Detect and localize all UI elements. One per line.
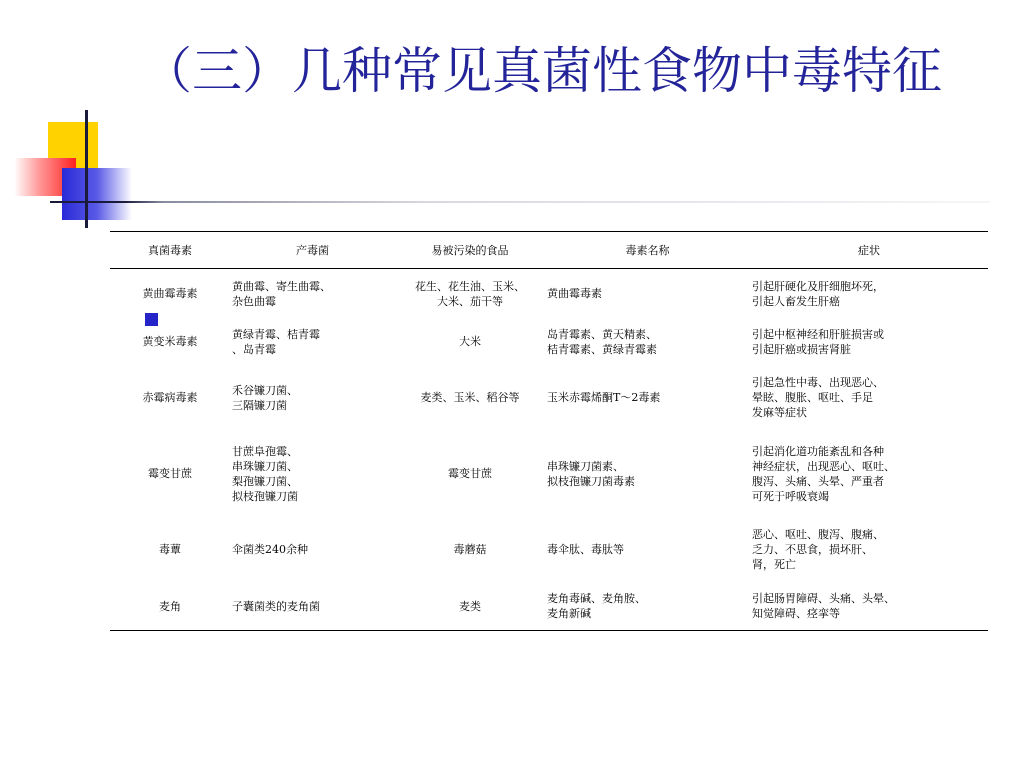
cell-line: 花生、花生油、玉米、 bbox=[415, 279, 525, 293]
table-row bbox=[110, 431, 988, 517]
header-symptom: 症状 bbox=[750, 232, 988, 269]
cell-line: 腹泻、头痛、头晕、严重者 bbox=[752, 474, 884, 488]
cell-line: 禾谷镰刀菌、 bbox=[232, 383, 298, 397]
cell-line: 黄曲霉毒素 bbox=[142, 287, 198, 301]
cell-line: 黄绿青霉、桔青霉 bbox=[232, 327, 320, 341]
cell-toxin-name bbox=[545, 319, 750, 365]
cell-line: 伞菌类240余种 bbox=[232, 543, 308, 556]
cell-line: 杂色曲霉 bbox=[232, 294, 276, 308]
cell-symptom bbox=[750, 583, 988, 631]
cell-line: 甘蔗阜孢霉、 bbox=[232, 444, 298, 458]
cell-line: 拟枝孢镰刀菌毒素 bbox=[547, 474, 635, 488]
cell-line: 赤霉病毒素 bbox=[142, 391, 198, 404]
decor-vertical-line bbox=[85, 110, 88, 228]
cell-line: 大米、茄干等 bbox=[437, 294, 503, 308]
decor-blue-square bbox=[62, 168, 132, 220]
table-row bbox=[110, 319, 988, 365]
cell-line: 麦角毒碱、麦角胺、 bbox=[547, 592, 646, 606]
header-toxin: 真菌毒素 bbox=[110, 232, 230, 269]
slide-title: （三）几种常见真菌性食物中毒特征 bbox=[142, 42, 942, 100]
cell-line: 三隔镰刀菌 bbox=[232, 398, 287, 412]
cell-line: 麦类、玉米、稻谷等 bbox=[420, 391, 520, 404]
cell-line: 恶心、呕吐、腹泻、腹痛、 bbox=[752, 528, 884, 541]
table-row bbox=[110, 365, 988, 431]
table-row bbox=[110, 583, 988, 631]
cell-line: 乏力、不思食，损坏肝、 bbox=[752, 543, 873, 556]
cell-fungi bbox=[230, 517, 395, 583]
cell-line: 肾，死亡 bbox=[752, 558, 796, 571]
cell-line: 、岛青霉 bbox=[232, 342, 276, 356]
cell-line: 引起消化道功能紊乱和各种 bbox=[752, 444, 884, 458]
cell-fungi bbox=[230, 269, 395, 319]
cell-line: 麦类 bbox=[459, 599, 481, 613]
cell-toxin bbox=[110, 269, 230, 319]
cell-line: 毒蕈 bbox=[159, 543, 181, 556]
cell-symptom bbox=[750, 269, 988, 319]
cell-line: 引起急性中毒、出现恶心、 bbox=[752, 376, 884, 389]
cell-food bbox=[395, 319, 545, 365]
cell-line: 桔青霉素、黄绿青霉素 bbox=[547, 342, 657, 356]
cell-line: 知觉障碍、痉挛等 bbox=[752, 607, 840, 621]
cell-toxin-name bbox=[545, 517, 750, 583]
header-toxin-name: 毒素名称 bbox=[545, 232, 750, 269]
table-row bbox=[110, 517, 988, 583]
cell-symptom bbox=[750, 431, 988, 517]
cell-line: 神经症状，出现恶心、呕吐、 bbox=[752, 459, 895, 473]
cell-line: 麦角 bbox=[159, 599, 181, 613]
cell-symptom bbox=[750, 319, 988, 365]
cell-toxin bbox=[110, 583, 230, 631]
cell-line: 串珠镰刀菌、 bbox=[232, 459, 298, 473]
cell-fungi bbox=[230, 431, 395, 517]
header-fungi: 产毒菌 bbox=[230, 232, 395, 269]
table-row bbox=[110, 269, 988, 319]
cell-fungi bbox=[230, 365, 395, 431]
cell-line: 毒蘑菇 bbox=[453, 543, 487, 556]
toxin-table-container bbox=[110, 231, 988, 631]
cell-toxin-name bbox=[545, 269, 750, 319]
cell-line: 黄变米毒素 bbox=[142, 335, 198, 348]
cell-line: 拟枝孢镰刀菌 bbox=[232, 489, 298, 503]
cell-symptom bbox=[750, 365, 988, 431]
cell-line: 霉变甘蔗 bbox=[448, 467, 492, 480]
cell-line: 麦角新碱 bbox=[547, 607, 591, 621]
cell-symptom bbox=[750, 517, 988, 583]
cell-toxin-name bbox=[545, 583, 750, 631]
cell-line: 引起肝癌或损害肾脏 bbox=[752, 342, 851, 356]
decor-horizontal-rule bbox=[50, 201, 990, 203]
cell-toxin bbox=[110, 365, 230, 431]
cell-line: 晕眩、腹胀、呕吐、手足 bbox=[752, 391, 873, 404]
cell-line: 大米 bbox=[459, 335, 481, 348]
cell-line: 串珠镰刀菌素、 bbox=[547, 459, 624, 473]
fungal-toxin-table bbox=[110, 231, 988, 631]
cell-line: 引起人畜发生肝癌 bbox=[752, 294, 840, 308]
cell-line: 子囊菌类的麦角菌 bbox=[232, 599, 320, 613]
cell-line: 发麻等症状 bbox=[752, 406, 807, 419]
cell-line: 霉变甘蔗 bbox=[148, 467, 192, 480]
cell-toxin bbox=[110, 517, 230, 583]
header-food: 易被污染的食品 bbox=[395, 232, 545, 269]
cell-toxin-name bbox=[545, 365, 750, 431]
cell-toxin bbox=[110, 431, 230, 517]
cell-fungi bbox=[230, 583, 395, 631]
cell-line: 岛青霉素、黄天精素、 bbox=[547, 327, 657, 341]
cell-food bbox=[395, 365, 545, 431]
cell-line: 可死于呼吸衰竭 bbox=[752, 489, 829, 503]
cell-toxin bbox=[110, 319, 230, 365]
cell-line: 引起肠胃障碍、头痛、头晕、 bbox=[752, 592, 895, 606]
cell-line: 毒伞肽、毒肽等 bbox=[547, 543, 624, 556]
table-header-row bbox=[110, 232, 988, 269]
cell-line: 引起中枢神经和肝脏损害或 bbox=[752, 327, 884, 341]
cell-food bbox=[395, 431, 545, 517]
cell-food bbox=[395, 269, 545, 319]
cell-toxin-name bbox=[545, 431, 750, 517]
cell-fungi bbox=[230, 319, 395, 365]
cell-line: 梨孢镰刀菌、 bbox=[232, 474, 298, 488]
cell-line: 引起肝硬化及肝细胞坏死， bbox=[752, 279, 884, 293]
cell-food bbox=[395, 517, 545, 583]
cell-food bbox=[395, 583, 545, 631]
cell-line: 玉米赤霉烯酮T～2毒素 bbox=[547, 391, 661, 404]
cell-line: 黄曲霉毒素 bbox=[547, 287, 602, 301]
table-body bbox=[110, 269, 988, 631]
cell-line: 黄曲霉、寄生曲霉、 bbox=[232, 279, 331, 293]
